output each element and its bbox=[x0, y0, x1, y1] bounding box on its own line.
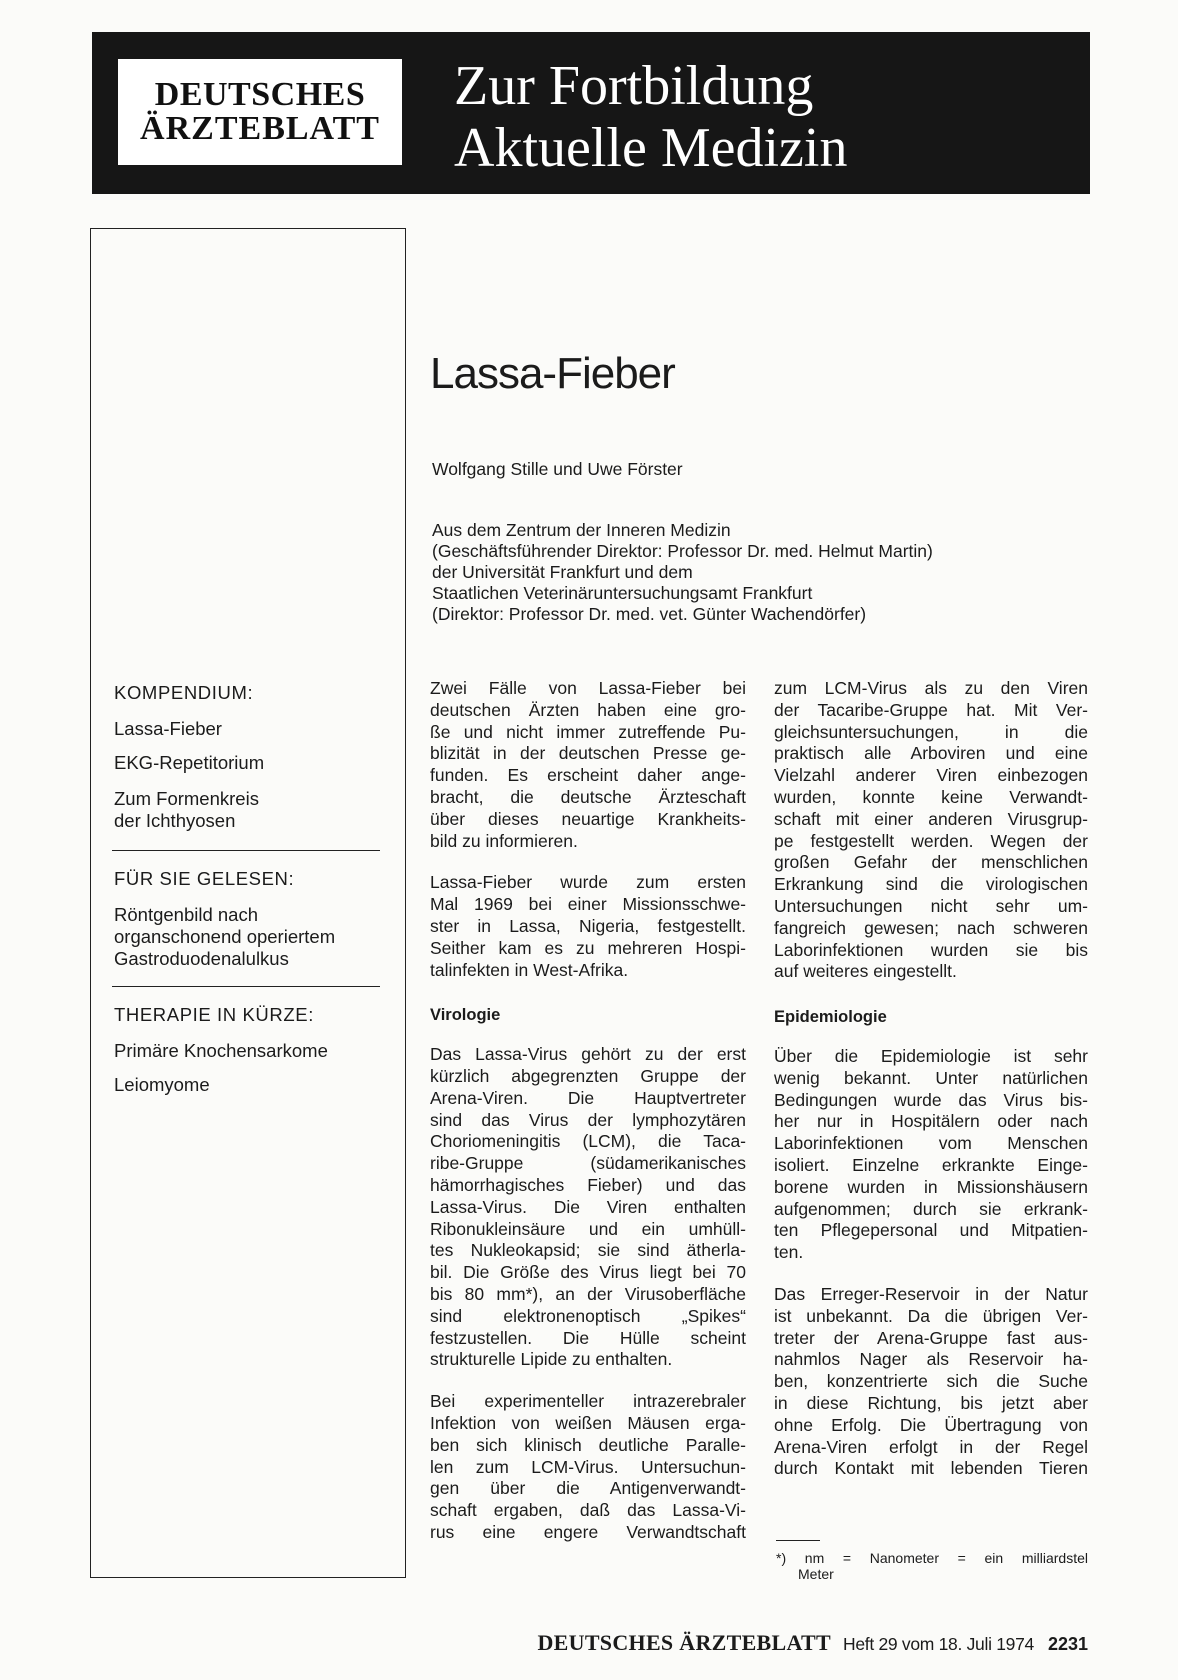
affiliation-line: Staatlichen Veterinäruntersuchungsamt Frankfurt bbox=[432, 583, 813, 603]
text-line: wenig bekannt. Unter natürlichen bbox=[774, 1067, 1088, 1088]
text-line: Laborinfektionen vom Menschen bbox=[774, 1133, 1088, 1154]
footnote-line: Meter bbox=[798, 1566, 834, 1582]
text-line: gleichsuntersuchungen, in die bbox=[774, 721, 1088, 742]
text-line: ten Pflegepersonal und Mitpatien- bbox=[774, 1220, 1088, 1241]
section-title-line-1: Zur Fortbildung bbox=[454, 55, 814, 117]
paragraph bbox=[430, 1044, 746, 1371]
affiliation-line: (Direktor: Professor Dr. med. vet. Günter Wachendörfer) bbox=[432, 604, 867, 624]
affiliation-line: der Universität Frankfurt und dem bbox=[432, 562, 693, 582]
text-line: sind elektronenoptisch „Spikes“ bbox=[430, 1305, 746, 1326]
text-line: durch Kontakt mit lebenden Tieren bbox=[774, 1458, 1088, 1479]
page-number: 2231 bbox=[1047, 1634, 1088, 1654]
text-line: borene wurden in Missionshäusern bbox=[774, 1176, 1088, 1197]
sidebar-heading-kompendium: KOMPENDIUM: bbox=[114, 682, 254, 703]
sidebar-item-roentgen-l2: organschonend operiertem bbox=[114, 926, 336, 947]
text-line: Infektion von weißen Mäusen erga- bbox=[430, 1412, 746, 1433]
text-line: len zum LCM-Virus. Untersuchun- bbox=[430, 1456, 746, 1477]
section-subheading: Virologie bbox=[430, 1006, 501, 1025]
text-line: zum LCM-Virus als zu den Viren bbox=[774, 678, 1088, 698]
text-line: Erkrankung sind die virologischen bbox=[774, 874, 1088, 895]
paragraph bbox=[430, 1391, 746, 1544]
footer-issue: Heft 29 vom 18. Juli 1974 bbox=[843, 1634, 1034, 1654]
article-affiliation bbox=[432, 520, 933, 625]
text-line: sind das Virus der lymphozytären bbox=[430, 1109, 746, 1130]
text-line: wurden, konnte keine Verwandt- bbox=[774, 786, 1088, 807]
text-line: Seither kam es zu mehreren Hospi- bbox=[430, 937, 746, 958]
body-column-left bbox=[430, 678, 746, 1544]
text-line: Lassa-Fieber wurde zum ersten bbox=[430, 872, 746, 893]
text-line: strukturelle Lipide zu enthalten. bbox=[430, 1349, 673, 1370]
text-line: fangreich gewesen; nach schweren bbox=[774, 917, 1088, 938]
text-line: ben sich klinisch deutliche Paralle- bbox=[430, 1434, 746, 1455]
sidebar-divider bbox=[112, 850, 380, 851]
paragraph bbox=[774, 1284, 1088, 1480]
text-line: talinfekten in West-Afrika. bbox=[430, 959, 629, 980]
text-line: auf weiteres eingestellt. bbox=[774, 961, 957, 982]
text-line: aufgenommen; durch sie erkrank- bbox=[774, 1198, 1088, 1219]
page-footer bbox=[480, 1630, 1088, 1658]
text-line: Untersuchungen nicht sehr um- bbox=[774, 895, 1088, 916]
text-line: pe festgestellt werden. Wegen der bbox=[774, 830, 1088, 851]
text-line: bis 80 mm*), an der Virusoberfläche bbox=[430, 1283, 746, 1304]
sidebar-item-roentgen-l1: Röntgenbild nach bbox=[114, 904, 258, 925]
section-subheading: Epidemiologie bbox=[774, 1008, 887, 1027]
footnote bbox=[776, 1550, 1088, 1582]
text-line: Ribonukleinsäure und ein umhüll- bbox=[430, 1218, 746, 1239]
text-line: Das Erreger-Reservoir in der Natur bbox=[774, 1283, 1088, 1304]
text-line: Bei experimenteller intrazerebraler bbox=[430, 1391, 746, 1412]
affiliation-line: Aus dem Zentrum der Inneren Medizin bbox=[432, 520, 731, 540]
text-line: treter der Arena-Gruppe fast aus- bbox=[774, 1327, 1088, 1348]
text-line: schaft ergaben, daß das Lassa-Vi- bbox=[430, 1500, 746, 1521]
sidebar-item-roentgen-l3: Gastroduodenalulkus bbox=[114, 948, 289, 969]
text-line: über dieses neuartige Krankheits- bbox=[430, 808, 746, 829]
sidebar-heading-gelesen: FÜR SIE GELESEN: bbox=[114, 868, 295, 889]
text-line: Vielzahl anderer Viren einbezogen bbox=[774, 765, 1088, 786]
text-line: ße und nicht immer zutreffende Pu- bbox=[430, 721, 746, 742]
text-line: blizität in der deutschen Presse ge- bbox=[430, 743, 746, 764]
text-line: ribe-Gruppe (südamerikanisches bbox=[430, 1153, 746, 1174]
text-line: schaft mit einer anderen Virusgrup- bbox=[774, 808, 1088, 829]
text-line: bil. Die Größe des Virus liegt bei 70 bbox=[430, 1262, 746, 1283]
text-line: Bedingungen wurde das Virus bis- bbox=[774, 1089, 1088, 1110]
header-banner bbox=[92, 32, 1090, 194]
journal-logo bbox=[118, 59, 402, 165]
text-line: festzustellen. Die Hülle scheint bbox=[430, 1327, 746, 1348]
sidebar-item-ekg: EKG-Repetitorium bbox=[114, 752, 265, 773]
text-line: Lassa-Virus. Die Viren enthalten bbox=[430, 1196, 746, 1217]
text-line: Zwei Fälle von Lassa-Fieber bei bbox=[430, 678, 746, 698]
text-line: kürzlich abgegrenzten Gruppe der bbox=[430, 1065, 746, 1086]
text-line: gen über die Antigenverwandt- bbox=[430, 1478, 746, 1499]
text-line: tes Nukleokapsid; sie sind ätherla- bbox=[430, 1240, 746, 1261]
text-line: ten. bbox=[774, 1242, 804, 1263]
sidebar-item-knochensarkome: Primäre Knochensarkome bbox=[114, 1040, 328, 1061]
logo-line-2: ÄRZTEBLATT bbox=[140, 110, 380, 147]
article-title: Lassa-Fieber bbox=[430, 349, 675, 398]
text-line: nahmlos Nager als Reservoir ha- bbox=[774, 1349, 1088, 1370]
text-line: Das Lassa-Virus gehört zu der erst bbox=[430, 1044, 746, 1065]
text-line: ster in Lassa, Nigeria, festgestellt. bbox=[430, 915, 746, 936]
text-line: bracht, die deutsche Ärzteschaft bbox=[430, 786, 746, 807]
sidebar-item-leiomyome: Leiomyome bbox=[114, 1074, 210, 1095]
text-line: ohne Erfolg. Die Übertragung von bbox=[774, 1414, 1088, 1435]
paragraph bbox=[430, 872, 746, 981]
text-line: Laborinfektionen wurden sie bis bbox=[774, 939, 1088, 960]
sidebar-heading-therapie: THERAPIE IN KÜRZE: bbox=[114, 1004, 314, 1025]
article-authors: Wolfgang Stille und Uwe Förster bbox=[432, 459, 683, 479]
text-line: isoliert. Einzelne erkrankte Einge- bbox=[774, 1154, 1088, 1175]
text-line: bild zu informieren. bbox=[430, 830, 578, 851]
sidebar-divider bbox=[112, 986, 380, 987]
text-line: Choriomeningitis (LCM), die Taca- bbox=[430, 1131, 746, 1152]
text-line: her nur in Hospitälern oder nach bbox=[774, 1111, 1088, 1132]
text-line: deutschen Ärzten haben eine gro- bbox=[430, 699, 746, 720]
text-line: hämorrhagisches Fieber) und das bbox=[430, 1174, 746, 1195]
section-title-line-2: Aktuelle Medizin bbox=[454, 117, 848, 179]
body-column-right bbox=[774, 678, 1088, 1480]
affiliation-line: (Geschäftsführender Direktor: Professor Dr. med. Helmut Martin) bbox=[432, 541, 933, 561]
text-line: Über die Epidemiologie ist sehr bbox=[774, 1045, 1088, 1066]
text-line: in diese Richtung, bis jetzt aber bbox=[774, 1392, 1088, 1413]
text-line: ist unbekannt. Da die übrigen Ver- bbox=[774, 1305, 1088, 1326]
text-line: rus eine engere Verwandtschaft bbox=[430, 1521, 746, 1542]
text-line: Arena-Viren erfolgt in der Regel bbox=[774, 1436, 1088, 1457]
text-line: funden. Es erscheint daher ange- bbox=[430, 765, 746, 786]
paragraph bbox=[774, 678, 1088, 983]
text-line: praktisch alle Arboviren und eine bbox=[774, 743, 1088, 764]
footnote-rule bbox=[776, 1540, 820, 1541]
paragraph bbox=[774, 1046, 1088, 1264]
text-line: Arena-Viren. Die Hauptvertreter bbox=[430, 1087, 746, 1108]
logo-line-1: DEUTSCHES bbox=[154, 76, 366, 113]
text-line: ben, konzentrierte sich die Suche bbox=[774, 1371, 1088, 1392]
text-line: Mal 1969 bei einer Missionsschwe- bbox=[430, 894, 746, 915]
text-line: großen Gefahr der menschlichen bbox=[774, 852, 1088, 873]
sidebar-item-ichthyosen-l1: Zum Formenkreis bbox=[114, 788, 259, 809]
text-line: der Tacaribe-Gruppe hat. Mit Ver- bbox=[774, 699, 1088, 720]
sidebar-item-ichthyosen-l2: der Ichthyosen bbox=[114, 810, 236, 831]
sidebar-frame bbox=[90, 228, 406, 1578]
sidebar-item-lassa-fieber: Lassa-Fieber bbox=[114, 718, 222, 739]
footnote-line: *) nm = Nanometer = ein milliardstel bbox=[776, 1550, 1088, 1566]
footer-journal-name: DEUTSCHES ÄRZTEBLATT bbox=[537, 1630, 831, 1655]
paragraph bbox=[430, 678, 746, 852]
